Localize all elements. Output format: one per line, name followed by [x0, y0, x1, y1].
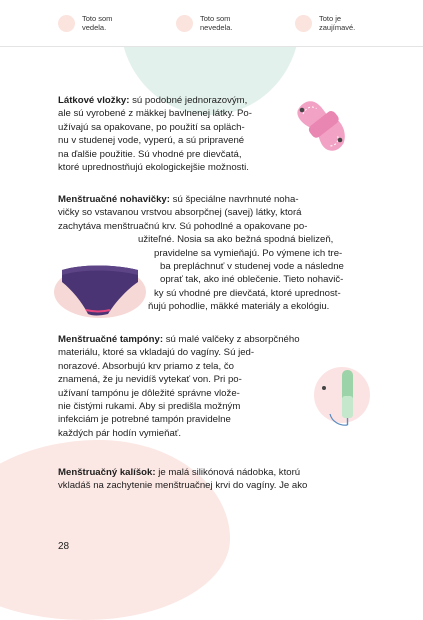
text-line: užívaní tampónu je dôležité správne vlože- [58, 387, 240, 399]
section-cloth-pads [58, 94, 288, 174]
text-line: na ďalšie použitie. Sú vhodné pre dievčatá, [58, 148, 242, 160]
text-line: vičky so vstavanou vrstvou absorpčnej (savej) látky, ktorá [58, 207, 302, 219]
text-line: zachytáva menštruačnú krv. Sú pohodlné a opakovane po- [58, 220, 308, 232]
text-line: nie čistými rukami. Aby si predišla možným [58, 401, 241, 413]
check-circle-icon[interactable] [295, 15, 312, 32]
header-bar [0, 0, 423, 47]
text-line: sú malé valčeky z absorpčného [165, 334, 300, 345]
text-line: vkladáš na zachytenie menštruačnej krvi do vagíny. Je ako [58, 480, 308, 492]
text-line: sú špeciálne navrhnuté noha- [172, 194, 299, 205]
text-line: ktoré uprednostňujú ekologickejšie možnosti. [58, 162, 249, 174]
tampon-icon [310, 362, 370, 432]
check-option-knew[interactable] [58, 14, 142, 32]
text-line: ale sú vyrobené z mäkkej bavlnenej látky. Po- [58, 108, 252, 120]
text-line: je malá silikónová nádobka, ktorú [158, 467, 301, 478]
text-line: ňujú pohodlie, mäkké materiály a ekológiu. [148, 301, 330, 313]
text-line: infekciám je potrebné tampón pravidelne [58, 414, 231, 426]
text-line: nu v studenej vode, vyperú, a sú pripravené [58, 135, 245, 147]
period-underwear-icon [52, 254, 148, 322]
text-line: užiteľné. Nosia sa ako bežná spodná bielizeň, [138, 234, 334, 246]
check-label: Toto som nevedela. [200, 14, 233, 32]
check-circle-icon[interactable] [58, 15, 75, 32]
section-menstrual-cup [58, 466, 358, 493]
term-heading: Menštruačné nohavičky: [58, 194, 170, 205]
term-heading: Menštruačné tampóny: [58, 334, 164, 345]
check-option-interesting[interactable] [295, 14, 379, 32]
cloth-pad-icon [290, 92, 356, 158]
text-line: znamená, že ju nevidíš vytekať von. Pri po- [58, 374, 242, 386]
check-option-didnt-know[interactable] [176, 14, 260, 32]
text-line: norazové. Absorbujú krv priamo z tela, čo [58, 360, 234, 372]
text-line: každých pár hodín vymieňať. [58, 427, 182, 439]
text-line: ky sú vhodné pre dievčatá, ktoré uprednost- [154, 287, 341, 299]
text-line: pravidelne sa vymieňajú. Po výmene ich tre- [154, 247, 343, 259]
page-number: 28 [58, 541, 70, 552]
text-line: sú podobné jednorazovým, [132, 95, 248, 106]
check-circle-icon[interactable] [176, 15, 193, 32]
text-line: ba prepláchnuť v studenej vode a následne [160, 261, 344, 273]
text-line: materiálu, ktoré sa vkladajú do vagíny. Sú jed- [58, 347, 255, 359]
term-heading: Látkové vložky: [58, 95, 130, 106]
term-heading: Menštruačný kalíšok: [58, 467, 156, 478]
text-line: oprať tak, ako iné oblečenie. Tieto nohavič- [160, 274, 344, 286]
text-line: užívajú sa opakovane, po použití sa opläch- [58, 121, 245, 133]
check-label: Toto je zaujímavé. [319, 14, 356, 32]
check-label: Toto som vedela. [82, 14, 113, 32]
